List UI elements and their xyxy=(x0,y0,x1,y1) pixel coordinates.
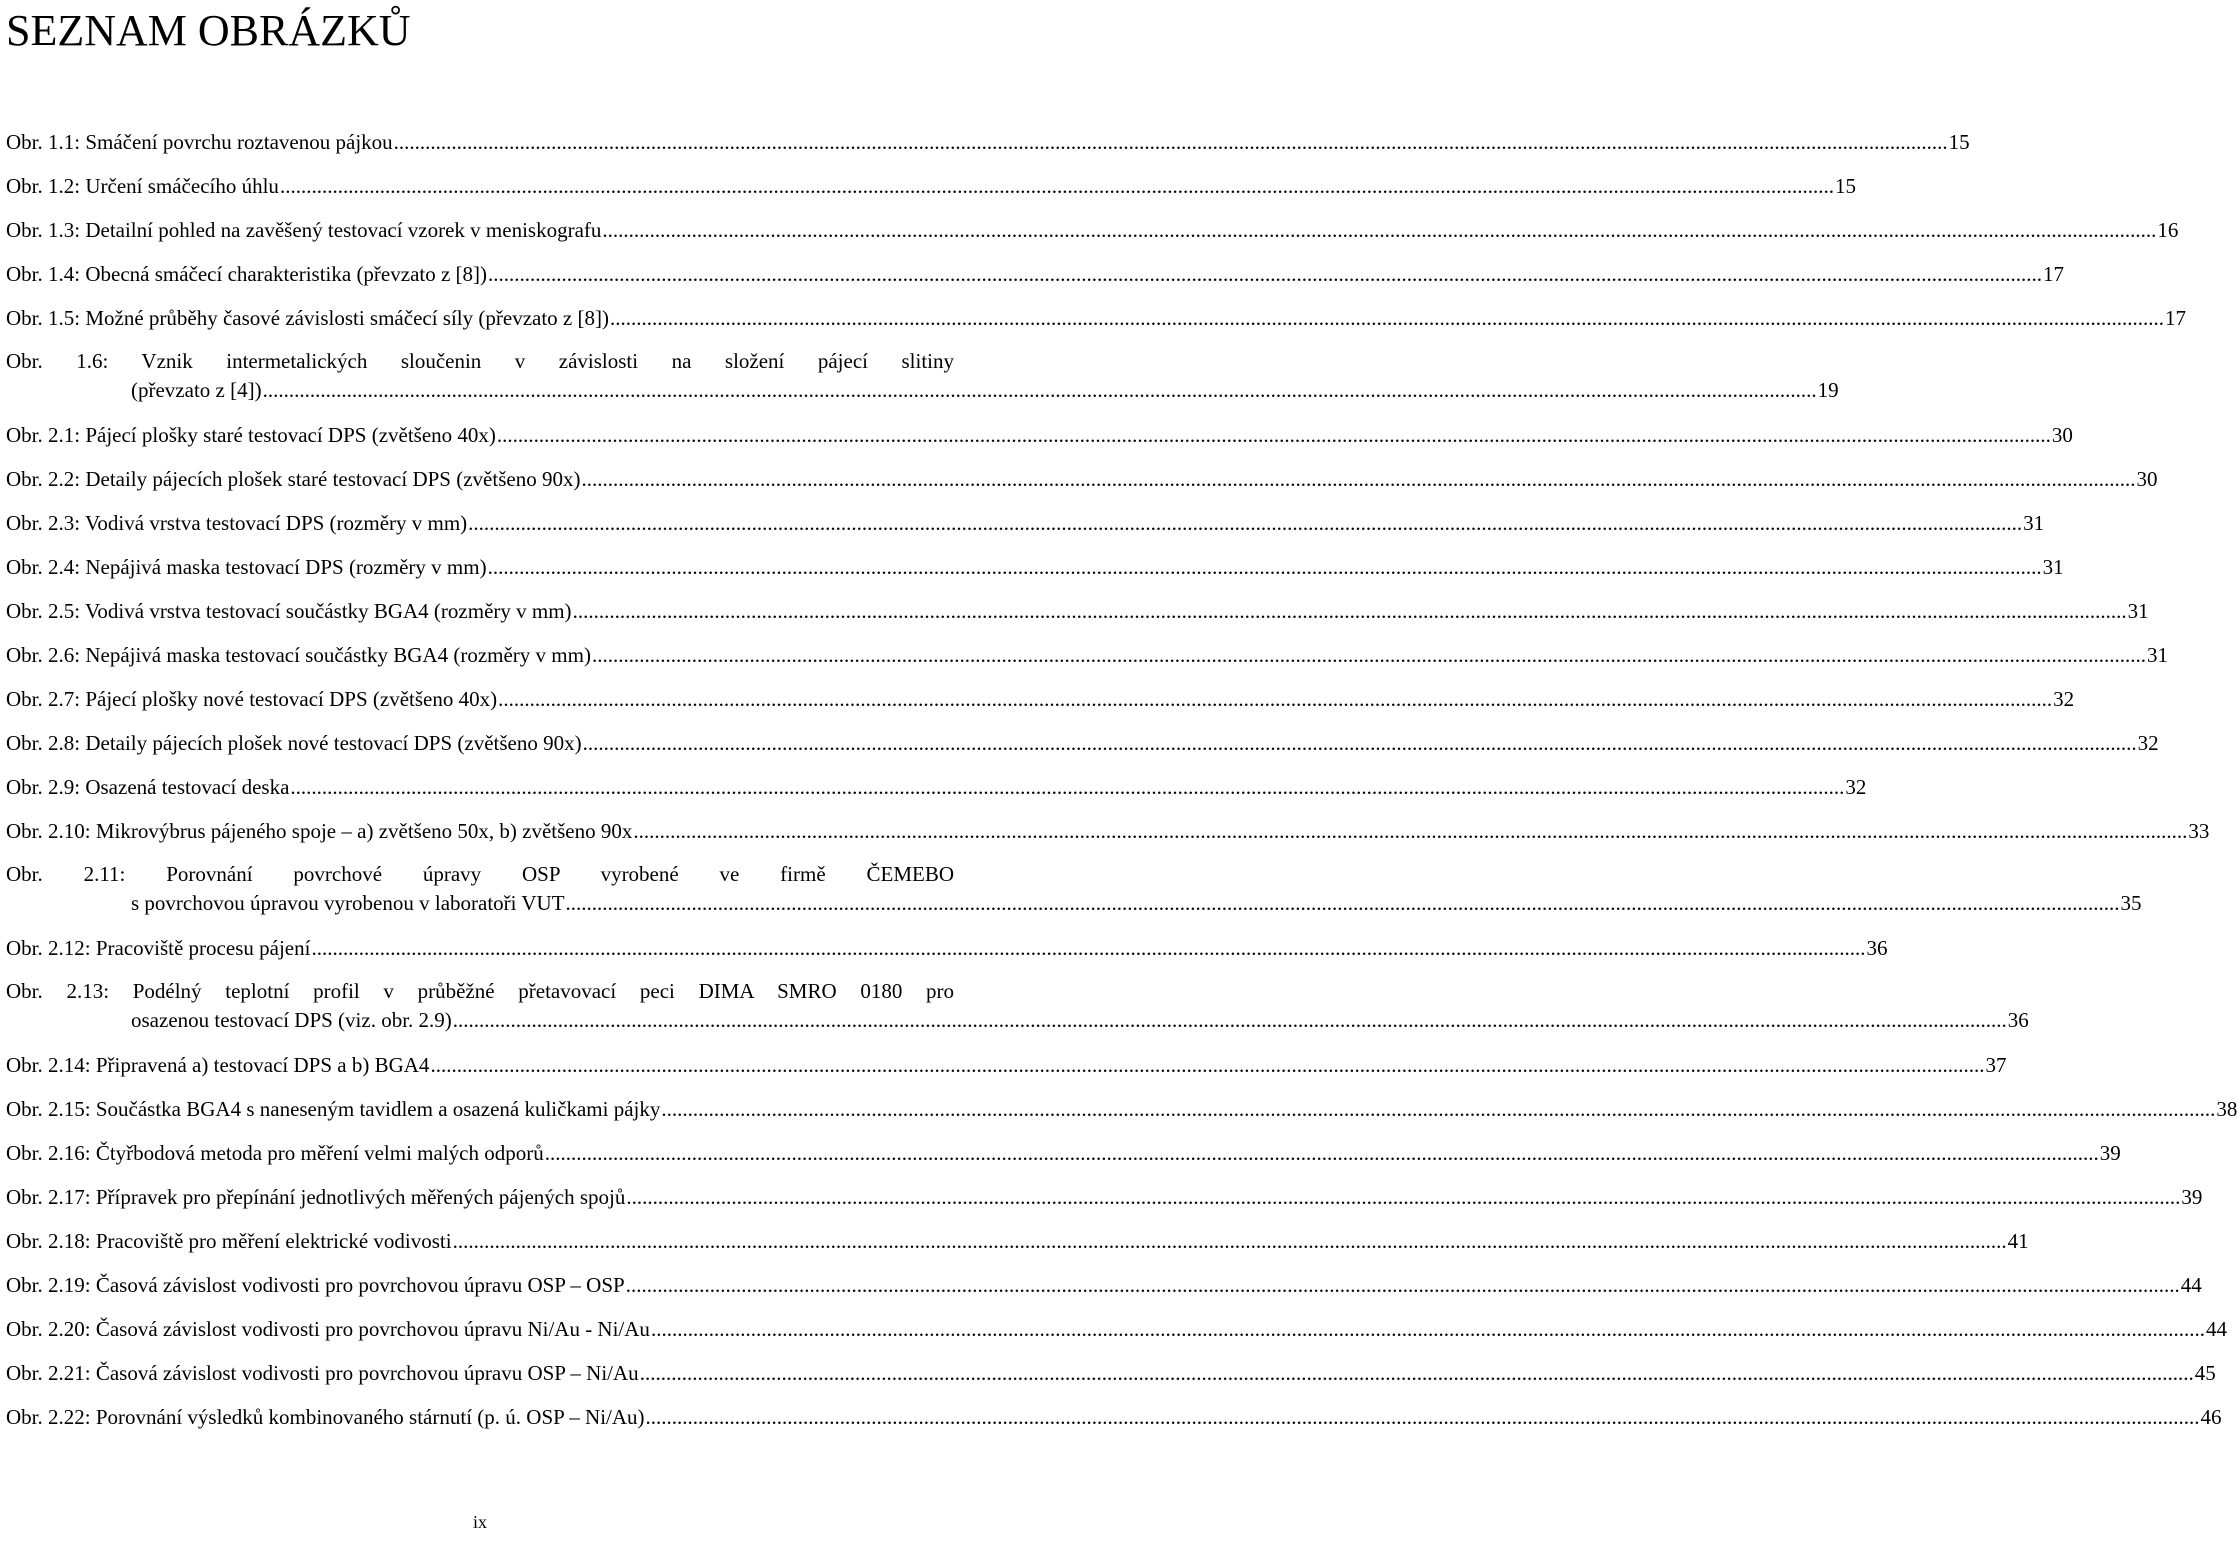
toc-entry-line xyxy=(6,1263,2202,1307)
toc-entry[interactable] xyxy=(6,765,1867,809)
toc-entry-first-line: Obr. 2.11: Porovnání povrchové úpravy OSP vyrobené ve firmě ČEMEBO xyxy=(6,862,954,886)
toc-entry[interactable] xyxy=(6,545,2064,589)
toc-entry-page-number: 15 xyxy=(1834,174,1856,198)
toc-entry-title: Obr. 2.18: Pracoviště pro měření elektrické vodivosti xyxy=(6,1229,452,1253)
toc-entry-page-number: 31 xyxy=(2146,643,2168,667)
toc-entry-title: Obr. 2.4: Nepájivá maska testovací DPS (rozměry v mm) xyxy=(6,555,487,579)
toc-entry-line xyxy=(6,376,1839,405)
toc-entry-title: Obr. 2.12: Pracoviště procesu pájení xyxy=(6,936,311,960)
dot-leader xyxy=(488,252,2042,296)
page-title: SEZNAM OBRÁZKŮ xyxy=(6,6,411,55)
dot-leader xyxy=(610,296,2164,340)
dot-leader xyxy=(640,1351,2194,1395)
list-of-figures xyxy=(6,120,2237,1439)
toc-entry-first-line: Obr. 1.6: Vznik intermetalických sloučenin v závislosti na složení pájecí slitiny xyxy=(6,349,954,373)
toc-entry-page-number: 31 xyxy=(2023,511,2045,535)
toc-entry-page-number: 36 xyxy=(2007,1008,2029,1032)
toc-entry[interactable] xyxy=(6,721,2159,765)
dot-leader xyxy=(626,1263,2180,1307)
toc-entry-line xyxy=(6,457,2158,501)
toc-entry[interactable] xyxy=(6,252,2065,296)
toc-entry-title: Obr. 1.2: Určení smáčecího úhlu xyxy=(6,174,279,198)
toc-entry-title: Obr. 2.17: Přípravek pro přepínání jednotlivých měřených pájených spojů xyxy=(6,1185,626,1209)
toc-entry-line xyxy=(6,677,2075,721)
toc-entry-title: Obr. 1.5: Možné průběhy časové závislosti smáčecí síly (převzato z [8]) xyxy=(6,306,609,330)
toc-entry-title: Obr. 2.8: Detaily pájecích plošek nové testovací DPS (zvětšeno 90x) xyxy=(6,731,582,755)
toc-entry-page-number: 30 xyxy=(2136,467,2158,491)
toc-entry-page-number: 33 xyxy=(2188,819,2210,843)
toc-entry-title: osazenou testovací DPS (viz. obr. 2.9) xyxy=(131,1008,452,1032)
dot-leader xyxy=(581,457,2135,501)
toc-entry-line xyxy=(6,208,2179,252)
toc-entry-line xyxy=(6,589,2149,633)
toc-entry[interactable] xyxy=(6,208,2179,252)
toc-entry-line xyxy=(6,1006,2029,1035)
toc-entry-title: Obr. 1.1: Smáčení povrchu roztavenou pájkou xyxy=(6,130,393,154)
toc-entry-page-number: 32 xyxy=(1845,775,1867,799)
toc-entry[interactable] xyxy=(6,164,1856,208)
dot-leader xyxy=(573,589,2127,633)
dot-leader xyxy=(626,1175,2180,1219)
toc-entry-line xyxy=(6,1219,2029,1263)
toc-entry-page-number: 16 xyxy=(2157,218,2179,242)
toc-entry-title: Obr. 2.6: Nepájivá maska testovací součástky BGA4 (rozměry v mm) xyxy=(6,643,591,667)
toc-entry[interactable] xyxy=(6,457,2158,501)
toc-entry[interactable] xyxy=(6,1175,2203,1219)
toc-entry-title: Obr. 2.5: Vodivá vrstva testovací součástky BGA4 (rozměry v mm) xyxy=(6,599,572,623)
toc-entry[interactable] xyxy=(6,1219,2029,1263)
toc-entry-page-number: 37 xyxy=(1985,1053,2007,1077)
toc-entry-title: Obr. 2.10: Mikrovýbrus pájeného spoje – a) zvětšeno 50x, b) zvětšeno 90x xyxy=(6,819,633,843)
toc-entry-line xyxy=(6,1131,2121,1175)
toc-entry-page-number: 38 xyxy=(2216,1097,2237,1121)
dot-leader xyxy=(646,1395,2200,1439)
toc-entry-page-number: 17 xyxy=(2043,262,2065,286)
dot-leader xyxy=(290,765,1844,809)
dot-leader xyxy=(545,1131,2099,1175)
toc-entry-page-number: 44 xyxy=(2205,1317,2227,1341)
toc-entry-line xyxy=(6,765,1867,809)
toc-entry-page-number: 41 xyxy=(2007,1229,2029,1253)
toc-entry-page-number: 39 xyxy=(2099,1141,2121,1165)
toc-entry[interactable] xyxy=(6,809,2210,853)
dot-leader xyxy=(602,208,2156,252)
toc-entry-title: Obr. 2.14: Připravená a) testovací DPS a b) BGA4 xyxy=(6,1053,430,1077)
toc-entry-line xyxy=(6,809,2210,853)
toc-entry-page-number: 44 xyxy=(2180,1273,2202,1297)
toc-entry-page-number: 39 xyxy=(2181,1185,2203,1209)
toc-entry-title: Obr. 2.22: Porovnání výsledků kombinovaného stárnutí (p. ú. OSP – Ni/Au) xyxy=(6,1405,645,1429)
toc-entry[interactable] xyxy=(6,1351,2216,1395)
toc-entry[interactable] xyxy=(6,340,1839,413)
toc-entry-title: Obr. 1.3: Detailní pohled na zavěšený testovací vzorek v meniskografu xyxy=(6,218,602,242)
toc-entry-line xyxy=(6,296,2186,340)
dot-leader xyxy=(661,1087,2215,1131)
toc-entry-line xyxy=(6,545,2064,589)
toc-entry-title: (převzato z [4]) xyxy=(131,378,262,402)
page-number-footer: ix xyxy=(472,1512,487,1532)
toc-entry-line xyxy=(6,1043,2007,1087)
toc-entry[interactable] xyxy=(6,926,1888,970)
toc-entry[interactable] xyxy=(6,970,2029,1043)
dot-leader xyxy=(633,809,2187,853)
toc-entry[interactable] xyxy=(6,501,2045,545)
toc-entry-page-number: 46 xyxy=(2200,1405,2222,1429)
toc-entry[interactable] xyxy=(6,1307,2227,1351)
toc-entry-title: s povrchovou úpravou vyrobenou v laboratoři VUT xyxy=(131,891,565,915)
toc-entry-page-number: 31 xyxy=(2042,555,2064,579)
dot-leader xyxy=(651,1307,2205,1351)
toc-entry-line xyxy=(6,1175,2203,1219)
dot-leader xyxy=(566,889,2120,918)
toc-entry-page-number: 36 xyxy=(1866,936,1888,960)
toc-entry[interactable] xyxy=(6,1043,2007,1087)
toc-entry[interactable] xyxy=(6,296,2186,340)
toc-entry-line xyxy=(6,926,1888,970)
toc-entry[interactable] xyxy=(6,589,2149,633)
toc-entry-title: Obr. 2.3: Vodivá vrstva testovací DPS (rozměry v mm) xyxy=(6,511,468,535)
toc-entry-first-line: Obr. 2.13: Podélný teplotní profil v průběžné přetavovací peci DIMA SMRO 0180 pro xyxy=(6,979,954,1003)
toc-entry-title: Obr. 2.21: Časová závislost vodivosti pro povrchovou úpravu OSP – Ni/Au xyxy=(6,1361,639,1385)
toc-entry-line xyxy=(6,1395,2222,1439)
toc-entry-title: Obr. 2.20: Časová závislost vodivosti pro povrchovou úpravu Ni/Au - Ni/Au xyxy=(6,1317,650,1341)
toc-entry-page-number: 32 xyxy=(2053,687,2075,711)
toc-entry-title: Obr. 2.15: Součástka BGA4 s naneseným tavidlem a osazená kuličkami pájky xyxy=(6,1097,661,1121)
dot-leader xyxy=(498,677,2052,721)
toc-entry[interactable] xyxy=(6,853,2142,926)
toc-entry-page-number: 32 xyxy=(2137,731,2159,755)
dot-leader xyxy=(394,120,1948,164)
toc-entry-line xyxy=(6,721,2159,765)
dot-leader xyxy=(453,1219,2007,1263)
dot-leader xyxy=(280,164,1834,208)
toc-entry[interactable] xyxy=(6,1087,2237,1131)
toc-entry-page-number: 15 xyxy=(1948,130,1970,154)
toc-entry-line xyxy=(6,252,2065,296)
toc-entry-page-number: 17 xyxy=(2164,306,2186,330)
toc-entry-title: Obr. 2.2: Detaily pájecích plošek staré testovací DPS (zvětšeno 90x) xyxy=(6,467,581,491)
toc-entry[interactable] xyxy=(6,1131,2121,1175)
toc-entry[interactable] xyxy=(6,1263,2202,1307)
toc-entry[interactable] xyxy=(6,413,2073,457)
toc-entry-title: Obr. 2.1: Pájecí plošky staré testovací DPS (zvětšeno 40x) xyxy=(6,423,496,447)
dot-leader xyxy=(311,926,1865,970)
toc-entry-line xyxy=(6,1307,2227,1351)
toc-entry[interactable] xyxy=(6,633,2168,677)
toc-entry-page-number: 45 xyxy=(2194,1361,2216,1385)
toc-entry-page-number: 30 xyxy=(2051,423,2073,447)
toc-entry-title: Obr. 2.16: Čtyřbodová metoda pro měření velmi malých odporů xyxy=(6,1141,544,1165)
dot-leader xyxy=(497,413,2051,457)
toc-entry-line xyxy=(6,1351,2216,1395)
toc-entry-line xyxy=(6,413,2073,457)
dot-leader xyxy=(430,1043,1984,1087)
dot-leader xyxy=(263,376,1817,405)
toc-entry-title: Obr. 2.9: Osazená testovací deska xyxy=(6,775,290,799)
toc-entry-title: Obr. 2.19: Časová závislost vodivosti pro povrchovou úpravu OSP – OSP xyxy=(6,1273,625,1297)
toc-entry-page-number: 35 xyxy=(2120,891,2142,915)
toc-entry-line xyxy=(6,120,1970,164)
dot-leader xyxy=(468,501,2022,545)
toc-entry[interactable] xyxy=(6,677,2075,721)
toc-entry-title: Obr. 1.4: Obecná smáčecí charakteristika (převzato z [8]) xyxy=(6,262,488,286)
toc-entry-line xyxy=(6,889,2142,918)
toc-entry-page-number: 19 xyxy=(1817,378,1839,402)
toc-entry[interactable] xyxy=(6,120,1970,164)
dot-leader xyxy=(583,721,2137,765)
dot-leader xyxy=(488,545,2042,589)
toc-entry-line xyxy=(6,1087,2237,1131)
toc-entry-title: Obr. 2.7: Pájecí plošky nové testovací DPS (zvětšeno 40x) xyxy=(6,687,498,711)
toc-entry-line xyxy=(6,164,1856,208)
toc-entry[interactable] xyxy=(6,1395,2222,1439)
toc-entry-page-number: 31 xyxy=(2127,599,2149,623)
toc-entry-line xyxy=(6,633,2168,677)
dot-leader xyxy=(453,1006,2007,1035)
toc-entry-line xyxy=(6,501,2045,545)
dot-leader xyxy=(592,633,2146,677)
